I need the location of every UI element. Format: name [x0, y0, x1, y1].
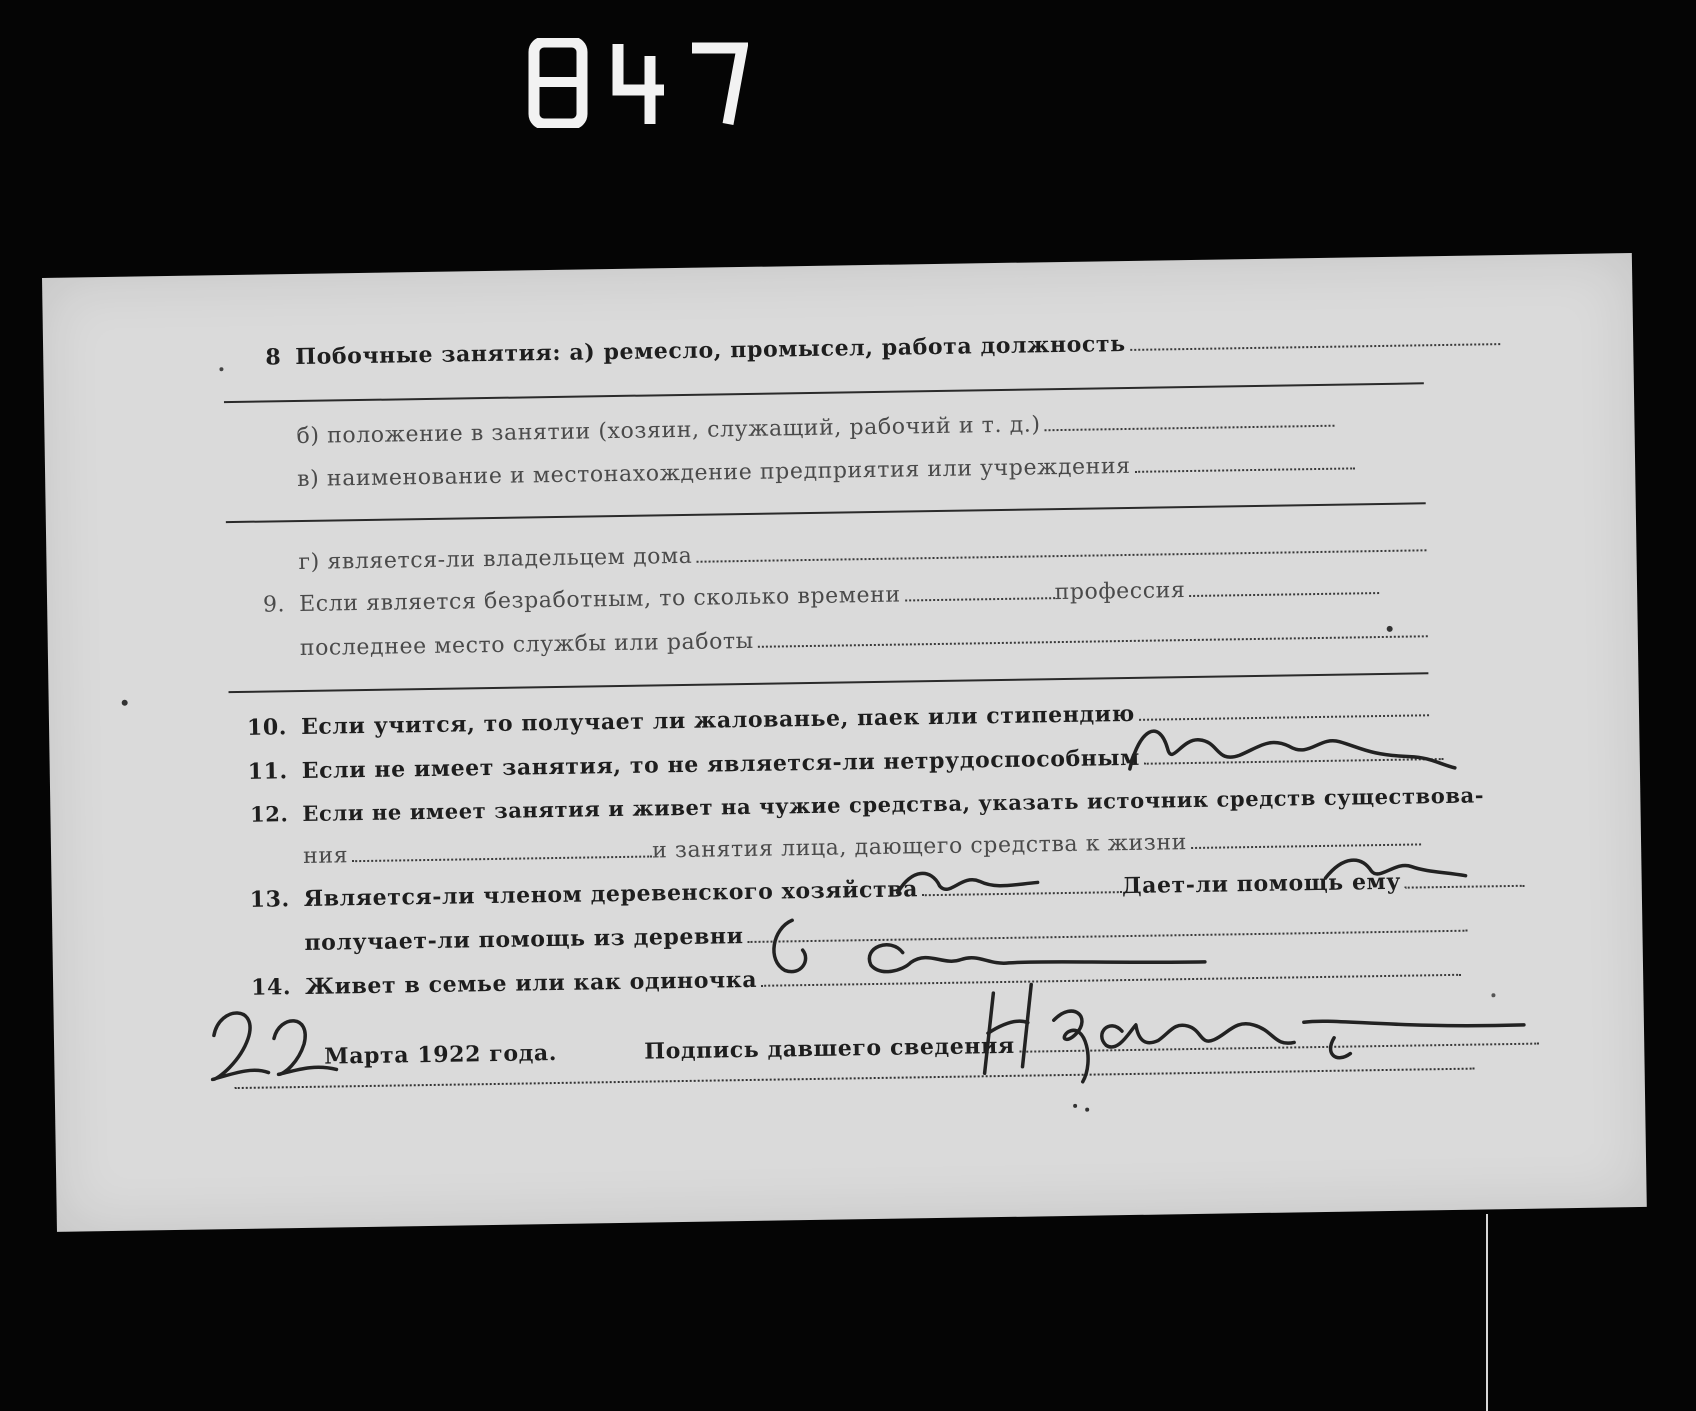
q14-line: 14. Живет в семье или как одиночка — [235, 956, 1461, 1001]
q11-line: 11. Если не имеет занятия, то не является-ли нетрудоспособным — [232, 740, 1444, 785]
digit-4 — [608, 38, 668, 128]
q13-line-1: 13. Является-ли членом деревенского хозяйства Дает-ли помощь ему — [234, 867, 1526, 913]
footer-date: Марта 1922 года. — [324, 1040, 558, 1070]
q12-line-1: 12. Если не имеет занятия и живет на чужие средства, указать источник средств существова- — [249, 782, 1485, 827]
scan-edge-line — [1486, 1214, 1488, 1411]
archive-number — [528, 38, 748, 138]
q10-line: 10. Если учится, то получает ли жалованье, паек или стипендию — [231, 696, 1429, 741]
q8-line-a: 8 Побочные занятия: а) ремесло, промысел, работа должность — [225, 325, 1500, 371]
q9-line-1: 9. Если является безработным, то сколько времени профессия — [229, 575, 1380, 618]
q8-line-v: в) наименование и местонахождение предприятия или учреждения — [297, 450, 1355, 492]
q12-line-2: ния и занятия лица, дающего средства к жизни — [303, 826, 1421, 869]
digit-7 — [688, 38, 748, 128]
registration-card — [42, 253, 1647, 1232]
q9-line-2: последнее место службы или работы — [300, 618, 1428, 661]
paper-specks — [42, 253, 1647, 1232]
q13-line-2: получает-ли помощь из деревни — [304, 912, 1467, 956]
digit-8 — [528, 38, 588, 128]
footer-signature-label: Подпись давшего сведения — [644, 1025, 1539, 1065]
q8-line-g: г) является-ли владельцем дома — [298, 532, 1426, 575]
q8-line-b: б) положение в занятии (хозяин, служащий, рабочий и т. д.) — [296, 408, 1334, 449]
